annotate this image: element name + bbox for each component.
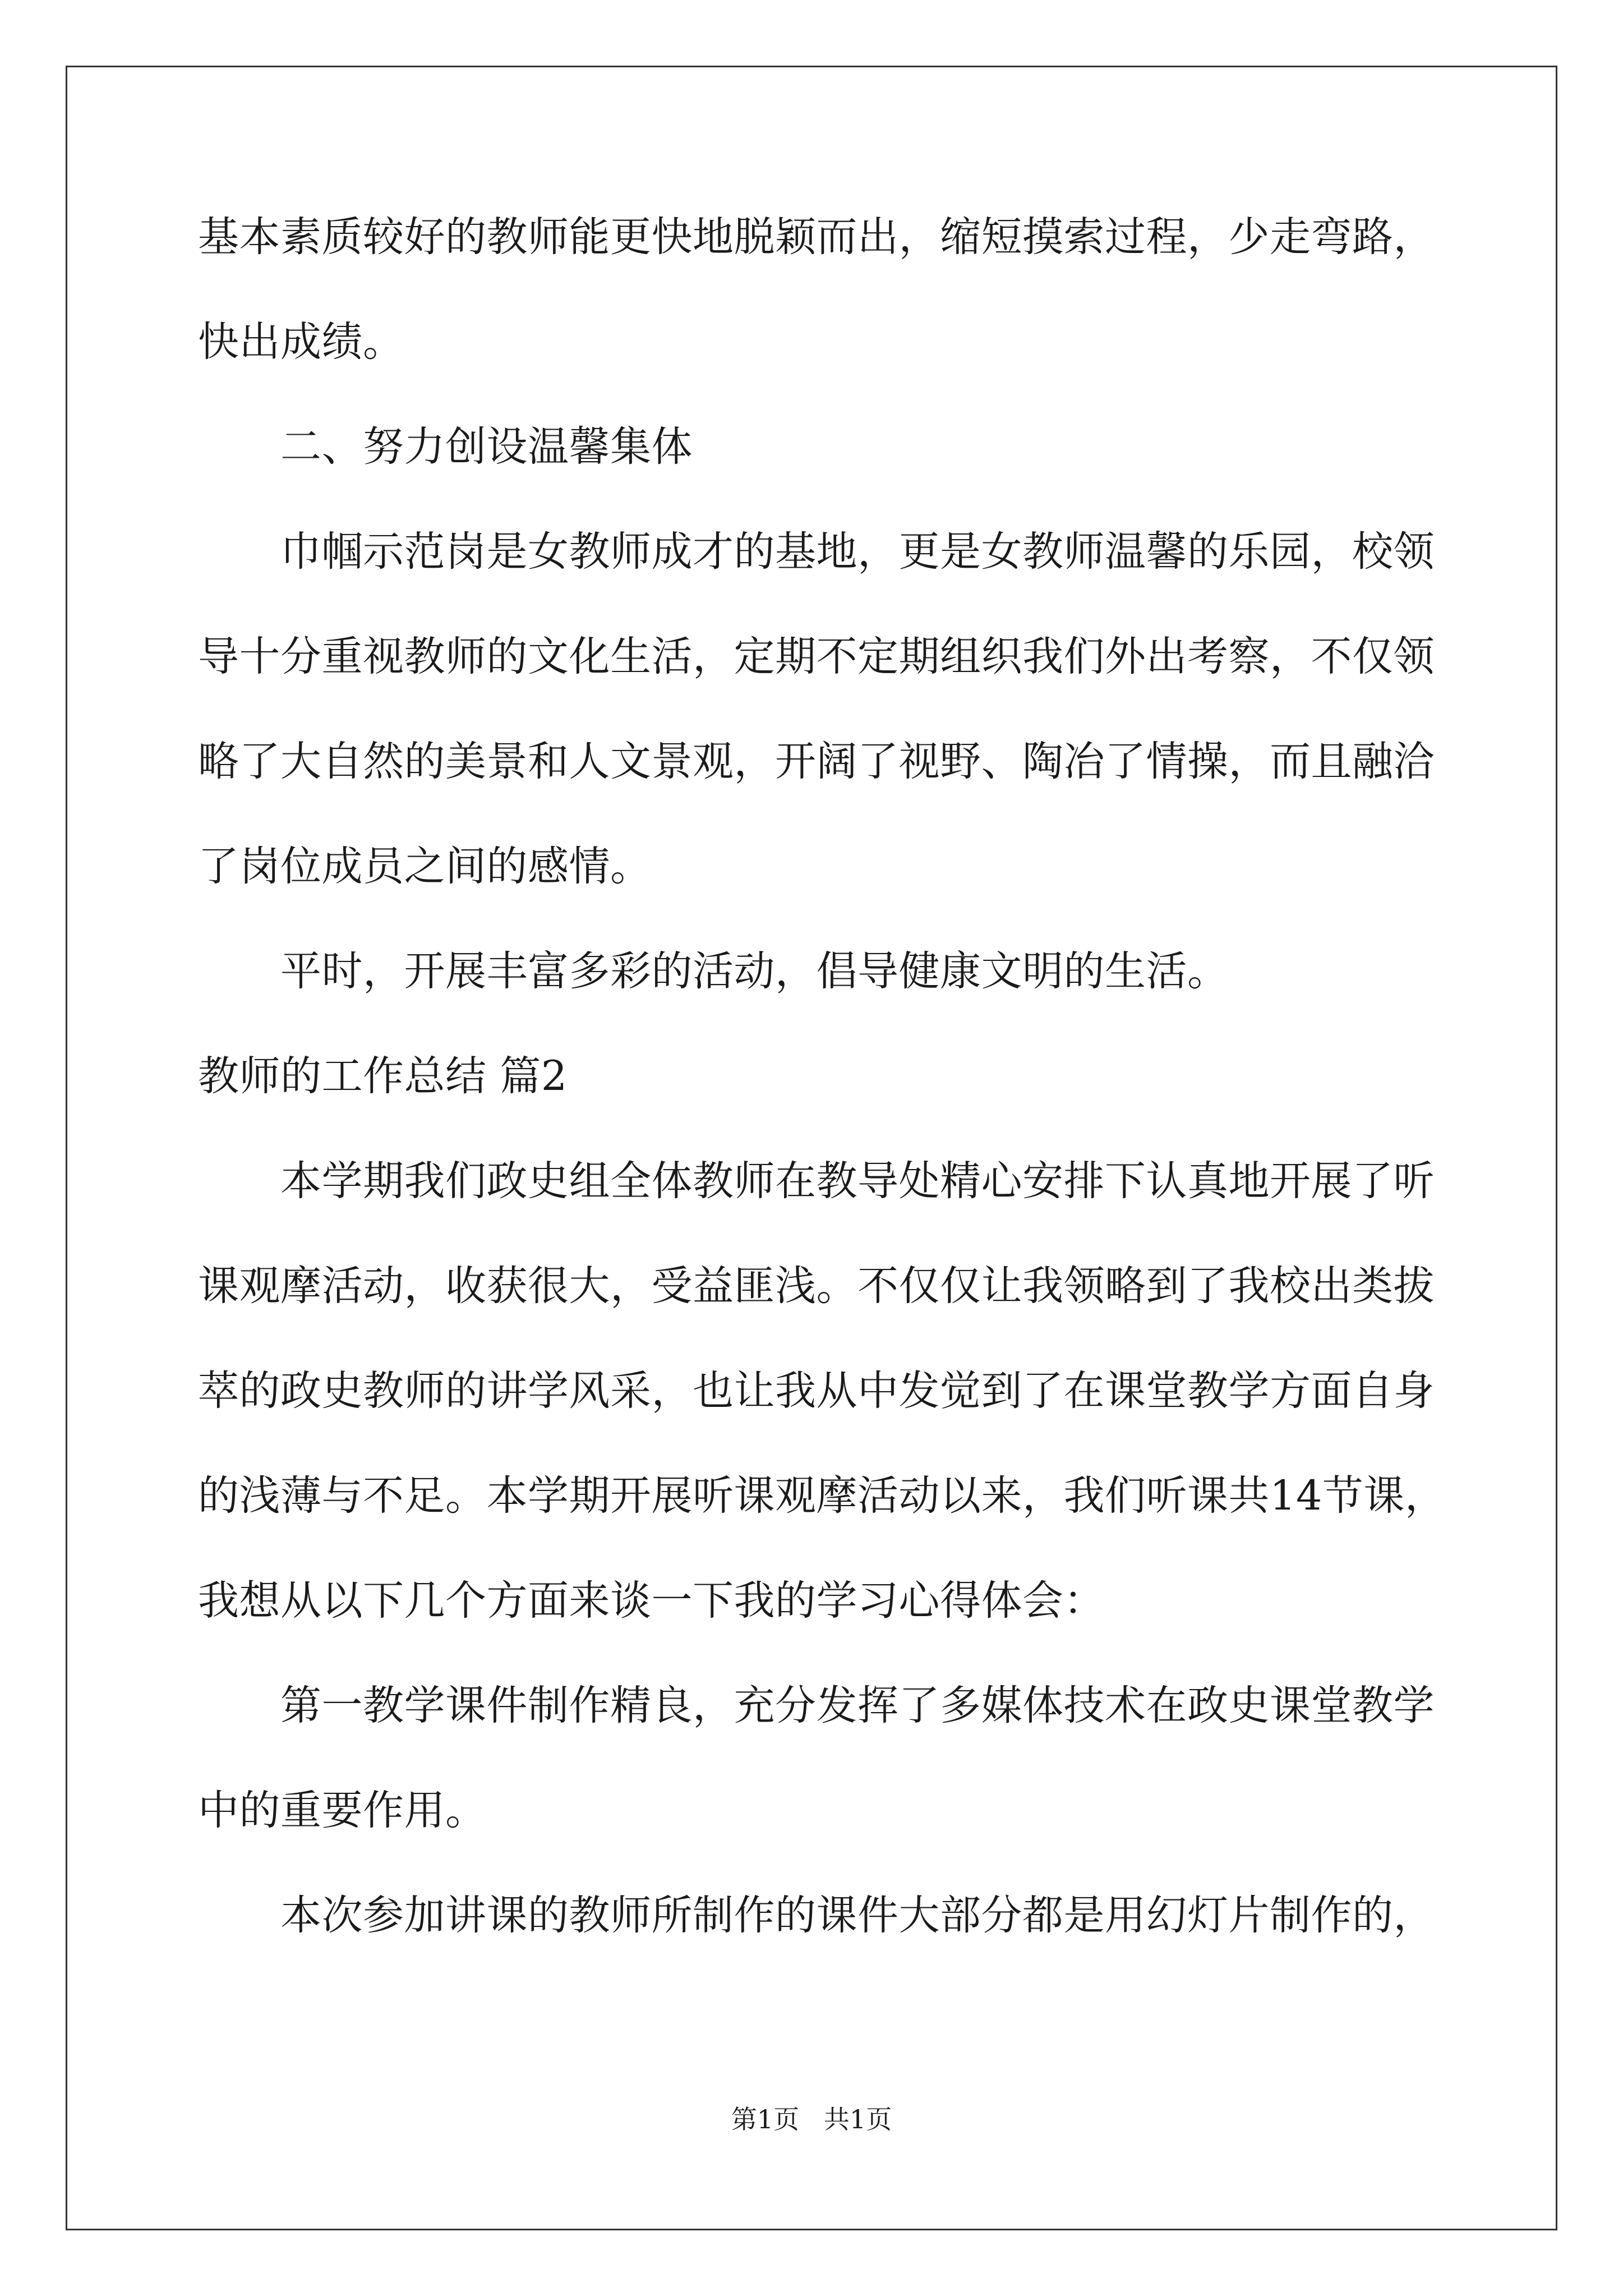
text-line: 略了大自然的美景和人文景观，开阔了视野、陶冶了情操，而且融洽 <box>198 738 1435 785</box>
text-line: 基本素质较好的教师能更快地脱颖而出，缩短摸索过程，少走弯路， <box>198 213 1435 261</box>
text-line: 平时，开展丰富多彩的活动，倡导健康文明的生活。 <box>280 947 1229 995</box>
text-line: 我想从以下几个方面来谈一下我的学习心得体会： <box>198 1577 1105 1625</box>
text-line: 导十分重视教师的文化生活，定期不定期组织我们外出考察，不仅领 <box>198 633 1435 680</box>
section-heading: 二、努力创设温馨集体 <box>280 423 693 471</box>
text-line: 课观摩活动，收获很大，受益匪浅。不仅仅让我领略到了我校出类拔 <box>198 1262 1435 1310</box>
page-number-footer: 第1页 共1页 <box>731 2104 892 2134</box>
text-line: 中的重要作用。 <box>198 1787 487 1834</box>
text-line: 萃的政史教师的讲学风采，也让我从中发觉到了在课堂教学方面自身 <box>198 1367 1435 1415</box>
text-line: 第一教学课件制作精良，充分发挥了多媒体技术在政史课堂教学 <box>280 1682 1435 1729</box>
text-line: 的浅薄与不足。本学期开展听课观摩活动以来，我们听课共14节课， <box>198 1472 1446 1520</box>
text-line: 本次参加讲课的教师所制作的课件大部分都是用幻灯片制作的， <box>280 1892 1435 1939</box>
text-line: 本学期我们政史组全体教师在教导处精心安排下认真地开展了听 <box>280 1157 1435 1205</box>
article-title: 教师的工作总结 篇2 <box>198 1052 568 1100</box>
text-line: 巾帼示范岗是女教师成才的基地，更是女教师温馨的乐园，校领 <box>280 528 1435 576</box>
text-line: 了岗位成员之间的感情。 <box>198 843 652 890</box>
text-line: 快出成绩。 <box>198 318 404 366</box>
